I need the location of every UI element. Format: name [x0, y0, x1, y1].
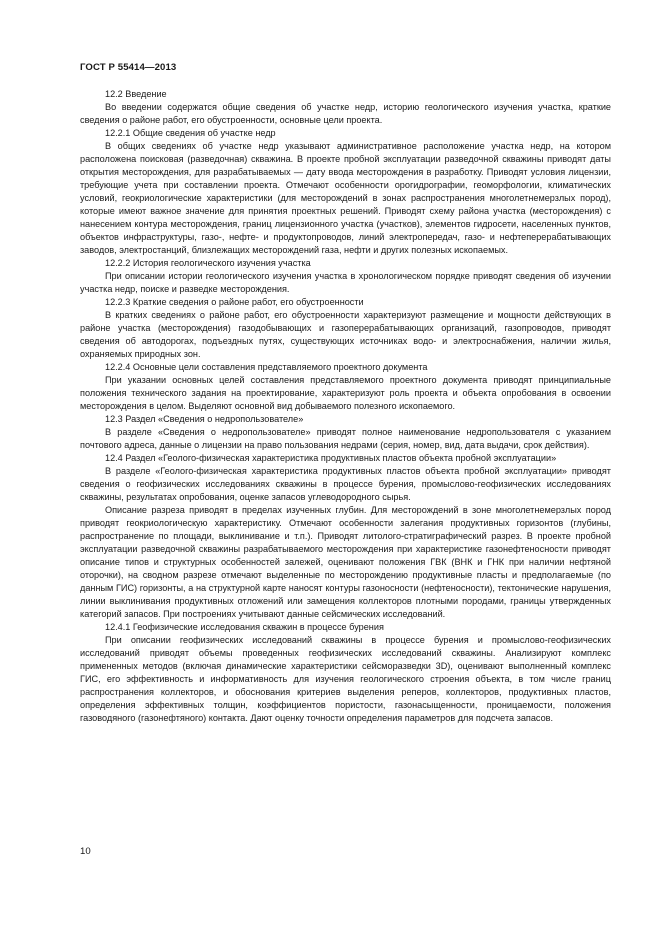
document-body	[80, 88, 611, 725]
body-paragraph: В разделе «Сведения о недропользователе» приводят полное наименование недропользователя с указанием почтового адреса, данные о лицензии на право пользования недрами (серия, номер, вид, дата выдачи, срок действия).	[80, 427, 611, 450]
body-paragraph: 12.4 Раздел «Геолого-физическая характеристика продуктивных пластов объекта пробной эксплуатации»	[105, 453, 557, 463]
section-heading: 12.2.4 Основные цели составления представляемого проектного документа	[105, 362, 428, 372]
body-paragraph: В разделе «Геолого-физическая характеристика продуктивных пластов объекта пробной эксплуатации» приводят сведения о геофизических исследованиях скважины в процессе бурения, промыслово-геофизических исследованиях скважины, результатах опробования, оценке запасов углеводородного сырья.	[80, 466, 611, 502]
body-paragraph: Во введении содержатся общие сведения об участке недр, историю геологического изучения участка, краткие сведения о районе работ, его обустроенности, основные цели проекта.	[80, 102, 611, 125]
page-number: 10	[80, 846, 91, 857]
body-paragraph: Описание разреза приводят в пределах изученных глубин. Для месторождений в зоне многолетнемерзлых пород приводят геокриологическую характеристику. Отмечают особенности залегания продуктивных горизонтов (глубины, распространение по площади, выклинивание и т.п.). Приводят литолого-стратиграфический разрез. В проекте пробной эксплуатации разведочной скважины разрабатываемого месторождения при характеристике газонефтеносности приводят описание типов и структурных особенностей залежей, оценивают положения ГВК (ВНК и ГНК при наличии нефтяной оторочки), на сводном разрезе отмечают выделенные по месторождению продуктивные пласты и предполагаемые (по данным ГИС) горизонты, а на структурной карте наносят контуры газоносности (нефтеносности), тектонические нарушения, линии выклинивания продуктивных отложений или замещения коллекторов плотными породами, границы утвержденных категорий запасов. При построениях учитывают данные сейсмических исследований.	[80, 505, 611, 619]
body-paragraph: При описании истории геологического изучения участка в хронологическом порядке приводят сведения об изучении участка недр, поиске и разведке месторождения.	[80, 271, 611, 294]
section-heading: 12.2.3 Краткие сведения о районе работ, его обустроенности	[105, 297, 364, 307]
body-paragraph: При указании основных целей составления представляемого проектного документа приводят принципиальные положения технического задания на проектирование, характеризуют роль проекта и объекта опробования в освоении месторождения в целом. Выделяют основной вид добываемого полезного ископаемого.	[80, 375, 611, 411]
section-heading: 12.2.2 История геологического изучения участка	[105, 258, 311, 268]
body-paragraph: В кратких сведениях о районе работ, его обустроенности характеризуют размещение и мощности действующих в районе участка (месторождения) газодобывающих и газоперерабатывающих организаций, газопроводов, приводят сведения об автодорогах, подъездных путях, существующих источниках водо- и электроснабжения, наличии жилья, охраняемых природных зон.	[80, 310, 611, 359]
section-heading: 12.2.1 Общие сведения об участке недр	[105, 128, 276, 138]
standard-header: ГОСТ Р 55414—2013	[80, 62, 177, 73]
section-heading: 12.3 Раздел «Сведения о недропользователе»	[105, 414, 304, 424]
body-paragraph: При описании геофизических исследований скважины в процессе бурения и промыслово-геофизических исследований приводят объемы проведенных геофизических исследований скважины. Анализируют комплекс примененных методов (включая динамические характеристики сейсморазведки 3D), оценивают выполненный комплекс ГИС, его эффективность и информативность для изучения геологического строения объекта, в том числе границ распространения коллекторов, и обоснования критериев выделения реперов, коллекторов, продуктивных пластов, определения эффективных толщин, коэффициентов пористости, газонасыщенности, проницаемости, положения газоводяного (газонефтяного) контакта. Дают оценку точности определения параметров для подсчета запасов.	[80, 635, 611, 723]
section-heading: 12.2 Введение	[105, 89, 167, 99]
section-heading: 12.4.1 Геофизические исследования скважин в процессе бурения	[105, 622, 384, 632]
body-paragraph: В общих сведениях об участке недр указывают административное расположение участка недр, на котором расположена поисковая (разведочная) скважина. В проекте пробной эксплуатации разведочной скважины приводят даты открытия месторождения, для разрабатываемых — дату ввода месторождения в разработку. Приводят условия лицензии, требующие учета при составлении проекта. Отмечают особенности орогидрографии, геоморфологии, климатических условий, геокриологические характеристики (для месторождений в зонах распространения многолетнемерзлых пород), которые имеют важное значение для принятия проектных решений. Приводят схему района участка (месторождения) с нанесением контура месторождения, границ лицензионного участка (участков), элементов гидросети, населенных пунктов, объектов инфраструктуры, газо-, нефте- и продуктопроводов, линий электропередач, газо- и нефтеперерабатывающих заводов, электростанций, близлежащих месторождений газа, нефти и других полезных ископаемых.	[80, 141, 611, 255]
